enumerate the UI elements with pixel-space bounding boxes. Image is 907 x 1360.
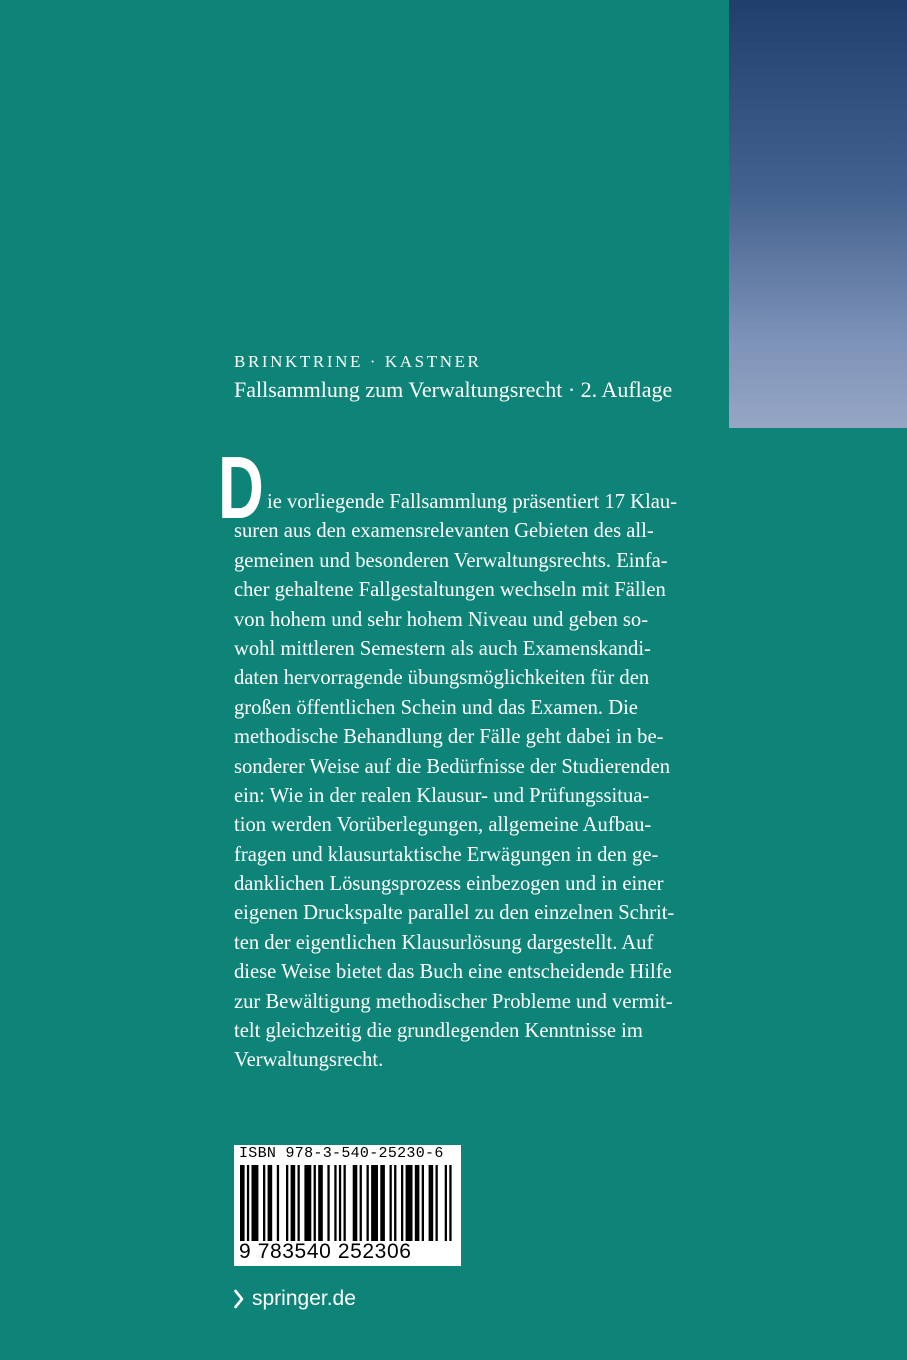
barcode-bar	[449, 1165, 451, 1241]
blurb-line: zur Bewältigung methodischer Probleme und vermit-	[234, 990, 673, 1013]
barcode-bar	[406, 1165, 413, 1241]
blurb-line: cher gehaltene Fallgestaltungen wechseln mit Fällen	[234, 579, 666, 602]
barcode-bar	[263, 1165, 265, 1241]
publisher-url: springer.de	[252, 1287, 356, 1310]
barcode-bar	[371, 1165, 378, 1241]
barcode-bar	[415, 1165, 420, 1241]
blurb-line: von hohem und sehr hohem Niveau und geben so-	[234, 608, 649, 631]
isbn-label: ISBN 978-3-540-25230-6	[239, 1145, 444, 1162]
barcode-bar	[247, 1165, 249, 1241]
blurb-line: ein: Wie in der realen Klausur- und Prüfungssitua-	[234, 784, 650, 807]
barcode-bar	[339, 1165, 341, 1241]
barcode-bar	[390, 1165, 392, 1241]
publisher-link[interactable]	[234, 1287, 356, 1311]
blurb-line: gemeinen und besonderen Verwaltungsrechts. Einfa-	[234, 549, 668, 572]
barcode-bars	[240, 1165, 456, 1241]
barcode-bar	[277, 1165, 279, 1241]
barcode-bar	[314, 1165, 316, 1241]
blurb-line: großen öffentlichen Schein und das Examen. Die	[234, 696, 638, 719]
barcode-bar	[436, 1165, 438, 1241]
barcode-bar	[240, 1165, 245, 1241]
barcode-bar	[252, 1165, 259, 1241]
barcode-bar	[445, 1165, 447, 1241]
gradient-panel	[729, 0, 907, 428]
barcode-bar	[291, 1165, 296, 1241]
barcode-bar	[334, 1165, 336, 1241]
isbn-barcode	[234, 1145, 461, 1266]
blurb-line: wohl mittleren Semestern als auch Examenskandi-	[234, 637, 651, 660]
blurb-line: tion werden Vorüberlegungen, allgemeine Aufbau-	[234, 814, 652, 837]
blurb-text	[218, 438, 734, 1076]
barcode-bar	[429, 1165, 434, 1241]
barcode-bar	[268, 1165, 273, 1241]
barcode-bar	[367, 1165, 369, 1241]
barcode-bar	[360, 1165, 362, 1241]
blurb-line: Verwaltungsrecht.	[234, 1049, 384, 1072]
blurb-line: ie vorliegende Fallsammlung präsentiert 17 Klau-	[267, 491, 678, 513]
blurb-line: eigenen Druckspalte parallel zu den einzelnen Schrit-	[234, 902, 675, 925]
barcode-bar	[304, 1165, 311, 1241]
blurb-line: daten hervorragende übungsmöglichkeiten für den	[234, 667, 650, 690]
barcode-digits: 9 783540 252306	[239, 1240, 412, 1263]
barcode-bar	[298, 1165, 300, 1241]
barcode-bar	[344, 1165, 346, 1241]
blurb-line: sonderer Weise auf die Bedürfnisse der Studierenden	[234, 755, 671, 778]
blurb-line: methodische Behandlung der Fälle geht dabei in be-	[234, 726, 664, 749]
barcode-bar	[327, 1165, 329, 1241]
blurb-line: ten der eigentlichen Klausurlösung dargestellt. Auf	[234, 931, 654, 954]
chevron-right-icon	[234, 1289, 244, 1309]
drop-cap: D	[218, 438, 264, 537]
barcode-bar	[422, 1165, 424, 1241]
barcode-bar	[394, 1165, 396, 1241]
blurb-line: suren aus den examensrelevanten Gebieten des all-	[234, 520, 654, 543]
blurb-line: telt gleichzeitig die grundlegenden Kenntnisse im	[234, 1020, 643, 1043]
book-title: Fallsammlung zum Verwaltungsrecht · 2. Auflage	[234, 377, 673, 402]
author-names: BRINKTRINE · KASTNER	[234, 352, 482, 371]
barcode-bar	[353, 1165, 358, 1241]
barcode-bar	[380, 1165, 385, 1241]
blurb-line: danklichen Lösungsprozess einbezogen und in einer	[234, 873, 664, 896]
barcode-bar	[286, 1165, 288, 1241]
blurb-line: fragen und klausurtaktische Erwägungen in den ge-	[234, 843, 659, 866]
barcode-bar	[401, 1165, 403, 1241]
barcode-bar	[318, 1165, 323, 1241]
blurb-line: diese Weise bietet das Buch eine entscheidende Hilfe	[234, 961, 672, 984]
